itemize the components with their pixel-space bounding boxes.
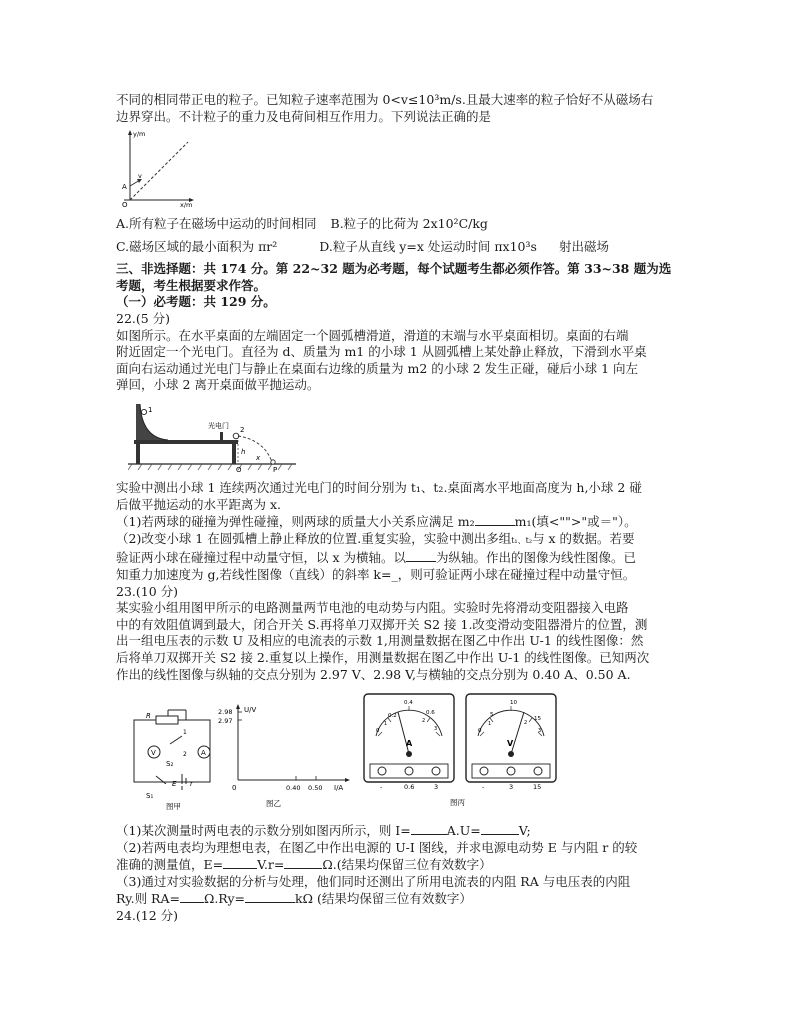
- x-axis-label: x/m: [180, 201, 193, 208]
- section-title-line-1: 三、非选择题：共 174 分。第 22~32 题为必考题，每个试题考生都必须作答。第 33~38 题为选: [116, 261, 672, 277]
- y-axis-label: U/V: [244, 706, 257, 714]
- voltmeter-terminal: -: [482, 783, 485, 791]
- photogate-label: 光电门: [208, 422, 229, 430]
- text-line: 面向右运动通过光电门与静止在桌面右边缘的质量为 m2 的小球 2 发生正碰，碰后小球 1 向左: [116, 360, 639, 376]
- ammeter-terminal: -: [380, 783, 383, 791]
- question-22-part-1: （1)若两球的碰撞为弹性碰撞，则两球的质量大小关系应满足 m₂ m₁(填<"">"或＝"）。: [116, 514, 637, 530]
- options-row-1: [116, 216, 676, 233]
- voltmeter-tick: 15: [534, 716, 541, 722]
- origin-label: 0: [232, 784, 237, 792]
- ui-graph: [216, 702, 356, 812]
- question-23-part-1: （1)某次测量时两电表的示数分别如图丙所示，则 I= A.U= V;: [116, 823, 531, 838]
- text-line: 如图所示。在水平桌面的左端固定一个圆弧槽滑道，滑道的末端与水平桌面相切。桌面的右端: [116, 327, 629, 343]
- point-a-label: A: [122, 183, 127, 191]
- ball-1-label: 1: [148, 406, 153, 414]
- question-23-part-2: （2)若两电表均为理想电表，在图乙中作出电源的 U-I 图线，并求电源电动势 E 与内阻 r 的较: [116, 839, 638, 855]
- question-23-part-3: （3)通过对实验数据的分析与处理，他们同时还测出了所用电流表的内阻 RA 与电压表的内阻: [116, 873, 631, 889]
- ammeter-tick: 0.4: [404, 700, 413, 706]
- meters-figure-bing: [362, 692, 558, 812]
- origin-o-label: O: [236, 466, 242, 472]
- text-line: 作出的线性图像与纵轴的交点分别为 2.97 V、2.98 V,与横轴的交点分别为 0.40 A、0.50 A.: [116, 666, 631, 682]
- voltmeter-terminal: 15: [533, 783, 542, 791]
- figure-caption-bing: 图丙: [450, 798, 465, 807]
- velocity-graph-figure: [116, 128, 196, 208]
- y-tick-298: 2.98: [218, 708, 233, 716]
- switch-s1-label: S₁: [146, 792, 154, 800]
- velocity-graph: [116, 128, 196, 208]
- voltmeter-terminal: 3: [509, 783, 514, 791]
- text-line: 附近固定一个光电门。直径为 d、质量为 m1 的小球 1 从圆弧槽上某处静止释放，下滑到水平桌: [116, 344, 647, 360]
- voltmeter-symbol: V: [151, 749, 156, 757]
- ammeter-tick: 1: [384, 721, 388, 727]
- y-tick-297: 2.97: [218, 717, 233, 725]
- emf-e-label: E: [172, 780, 177, 788]
- y-axis-label: y/m: [133, 130, 146, 138]
- ammeter-tick: 0: [376, 728, 380, 734]
- text-line: 中的有效阻值调到最大，闭合开关 S.再将单刀双掷开关 S2 接 1.改变滑动变阻器滑片的位置，测: [116, 616, 648, 632]
- answer-blank-voltage[interactable]: [481, 822, 519, 835]
- text-line: 出一组电压表的示数 U 及相应的电流表的示数 1,用测量数据在图乙中作出 U-1 的线性图像：然: [116, 633, 644, 649]
- voltmeter-letter: V: [507, 739, 514, 748]
- contact-2-label: 2: [183, 751, 187, 758]
- section-subtitle: （一）必考题：共 129 分。: [116, 294, 276, 310]
- answer-blank-rv[interactable]: [245, 890, 295, 903]
- options-row-2: [116, 239, 676, 256]
- velocity-label: v: [138, 172, 142, 180]
- answer-blank[interactable]: [475, 513, 515, 526]
- question-22-continued: [116, 480, 676, 683]
- internal-r-label: r: [190, 780, 193, 788]
- ammeter-tick: 0.6: [426, 710, 435, 716]
- origin-label: O: [122, 201, 128, 208]
- ammeter-symbol: A: [201, 749, 206, 757]
- contact-1-label: 1: [183, 729, 187, 736]
- x-axis-label: I/A: [334, 784, 344, 792]
- collision-apparatus: [128, 400, 298, 472]
- distance-x-label: x: [256, 454, 261, 462]
- meters-diagram: [362, 692, 558, 812]
- text-line: 后将单刀双掷开关 S2 接 2.重复以上操作，用测量数据在图乙中作出 U-1 的线性图像。已知两次: [116, 649, 650, 665]
- text-line: 不同的相同带正电的粒子。已知粒子速率范围为 0<v≤10³m/s.且最大速率的粒子恰好不从磁场右: [116, 92, 654, 107]
- section-title-line-2: 考题，考生根据要求作答。: [116, 277, 267, 293]
- ammeter-letter: A: [406, 739, 413, 748]
- option-a: A.所有粒子在磁场中运动的时间相同: [116, 216, 317, 231]
- ball-2-label: 2: [240, 426, 245, 434]
- ammeter-tick: 2: [422, 718, 426, 724]
- ammeter-tick: 3: [434, 726, 438, 732]
- ammeter-terminal: 3: [434, 783, 439, 791]
- resistor-r-label: R: [146, 712, 151, 720]
- text-line: Ry.则 RA= Ω.Ry= kΩ (结果均保留三位有效数字）: [116, 891, 472, 907]
- voltmeter-tick: 1: [488, 721, 492, 727]
- option-c: C.磁场区域的最小面积为 πr²: [116, 238, 278, 254]
- figure-caption-yi: 图乙: [266, 799, 281, 808]
- voltmeter-tick: 0: [478, 728, 482, 734]
- ammeter-terminal: 0.6: [404, 783, 415, 791]
- answer-blank[interactable]: [406, 549, 436, 562]
- circuit-diagram: [128, 706, 220, 812]
- text-line: 弹回，小球 2 离开桌面做平抛运动。: [116, 377, 320, 393]
- text-line: 验证两小球在碰撞过程中动量守恒，以 x 为横轴。以 为纵轴。作出的图像为线性图像。已: [116, 550, 637, 566]
- height-label: h: [241, 448, 246, 456]
- question-22-number: 22.(5 分): [116, 310, 171, 326]
- question-text-top: [116, 92, 676, 125]
- ui-graph-figure-yi: [216, 702, 356, 812]
- text-line: 准确的测量值，E= V.r= Ω.(结果均保留三位有效数字）: [116, 857, 492, 873]
- text-line: 某实验小组用图甲所示的电路测量两节电池的电动势与内阻。实验时先将滑动变阻器接入电路: [116, 600, 629, 616]
- question-24-number: 24.(12 分): [116, 907, 179, 923]
- voltmeter-tick: 10: [510, 700, 517, 706]
- switch-s2-label: S₂: [166, 760, 174, 768]
- answer-blank-ra[interactable]: [180, 890, 204, 903]
- x-tick-050: 0.50: [308, 784, 323, 792]
- option-b: B.粒子的比荷为 2x10²C/kg: [330, 216, 488, 231]
- voltmeter-tick: 3: [538, 728, 542, 734]
- collision-apparatus-figure: [128, 400, 298, 472]
- answer-blank-emf[interactable]: [223, 856, 257, 869]
- text-line: 后做平抛运动的水平距离为 x.: [116, 496, 281, 512]
- option-d: D.粒子从直线 y=x 处运动时间 πx10³s: [319, 238, 537, 254]
- question-22-part-2: （2)改变小球 1 在圆弧槽上静止释放的位置.重复实验，实验中测出多组t₁、t₂与 x 的数据。若要: [116, 530, 635, 546]
- ammeter-tick: 0.2: [388, 713, 397, 719]
- option-d-continuation: 射出磁场: [558, 238, 609, 254]
- voltmeter-tick: 2: [524, 720, 528, 726]
- text-line: 知重力加速度为 g,若线性图像（直线）的斜率 k=_，则可验证两小球在碰撞过程中动量守恒。: [116, 566, 636, 582]
- options-block: [116, 216, 676, 394]
- voltmeter-tick: 5: [490, 712, 494, 718]
- x-tick-040: 0.40: [286, 784, 301, 792]
- question-23-number: 23.(10 分): [116, 583, 179, 599]
- circuit-figure-jia: [128, 706, 220, 812]
- text-line: 实验中测出小球 1 连续两次通过光电门的时间分别为 t₁、t₂.桌面离水平地面高度为 h,小球 2 碰: [116, 480, 642, 495]
- answer-blank-current[interactable]: [411, 822, 447, 835]
- answer-blank-resistance[interactable]: [284, 856, 322, 869]
- landing-p-label: P: [273, 466, 278, 472]
- question-23-subparts: [116, 822, 676, 925]
- text-line: 边界穿出。不计粒子的重力及电荷间相互作用力。下列说法正确的是: [116, 108, 492, 124]
- figure-caption-jia: 图甲: [166, 802, 181, 811]
